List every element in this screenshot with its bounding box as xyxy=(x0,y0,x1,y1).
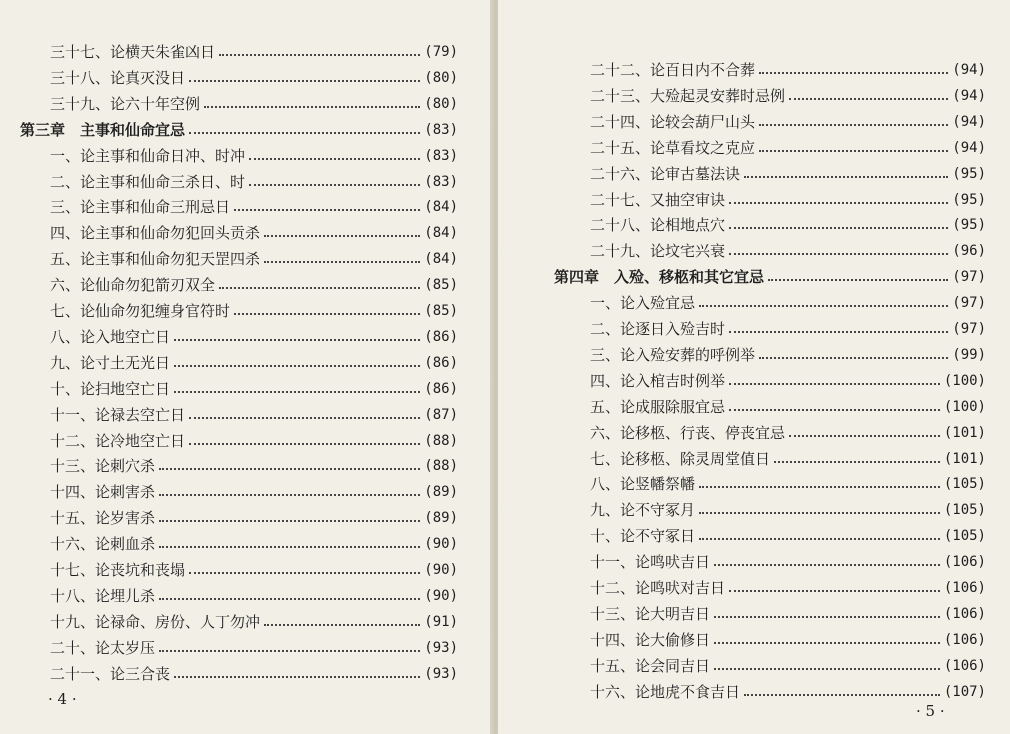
toc-entry-title: 十五、论会同吉日 xyxy=(590,656,711,675)
toc-entry-page: (95) xyxy=(952,217,986,234)
toc-entry-title: 四、论主事和仙命勿犯回头贡杀 xyxy=(50,224,261,243)
toc-entry xyxy=(590,498,986,522)
toc-entry-page: (88) xyxy=(424,432,458,449)
toc-entry-title: 三十八、论真灭没日 xyxy=(50,68,186,87)
toc-entry-title: 十三、论大明吉日 xyxy=(590,604,711,623)
toc-entry-title: 十八、论埋儿杀 xyxy=(50,586,156,605)
toc-entry-page: (105) xyxy=(943,502,986,519)
dot-leader xyxy=(789,98,948,100)
page-number: · 4 · xyxy=(48,690,77,708)
toc-entry-title: 十一、论禄去空亡日 xyxy=(50,405,186,424)
dot-leader xyxy=(159,650,420,652)
toc-entry-title: 二十四、论较会葫尸山头 xyxy=(590,112,756,131)
toc-entry xyxy=(590,213,986,237)
toc-entry xyxy=(50,144,458,168)
toc-entry-title: 三十九、论六十年空例 xyxy=(50,94,201,113)
right-page xyxy=(498,0,1010,734)
toc-entry-page: (94) xyxy=(952,139,986,156)
toc-entry xyxy=(50,429,458,453)
toc-entry xyxy=(50,299,458,323)
toc-entry xyxy=(590,239,986,263)
dot-leader xyxy=(174,391,420,393)
dot-leader xyxy=(174,339,420,341)
toc-entry xyxy=(50,40,458,64)
dot-leader xyxy=(189,132,420,134)
dot-leader xyxy=(219,54,420,56)
toc-entry-page: (79) xyxy=(424,44,458,60)
toc-entry-page: (100) xyxy=(943,398,986,415)
toc-entry-title: 十、论扫地空亡日 xyxy=(50,379,171,398)
dot-leader xyxy=(759,124,948,126)
dot-leader xyxy=(759,72,948,74)
toc-entry xyxy=(50,662,458,686)
toc-entry xyxy=(50,532,458,556)
toc-entry xyxy=(590,421,986,445)
dot-leader xyxy=(159,468,420,470)
toc-entry-title: 十九、论禄命、房份、人丁勿冲 xyxy=(50,612,261,631)
toc-entry-page: (100) xyxy=(943,372,986,389)
dot-leader xyxy=(159,546,420,548)
dot-leader xyxy=(264,235,420,237)
toc-entry-title: 十一、论鸣吠吉日 xyxy=(590,553,711,572)
dot-leader xyxy=(174,365,420,367)
toc-entry xyxy=(590,110,986,134)
toc-entry-page: (84) xyxy=(424,199,458,216)
toc-entry-page: (94) xyxy=(952,87,986,104)
toc-entry xyxy=(590,550,986,574)
toc-entry-page: (94) xyxy=(952,113,986,130)
toc-entry-title: 十六、论地虎不食吉日 xyxy=(590,682,741,701)
dot-leader xyxy=(729,331,948,333)
toc-entry-title: 六、论仙命勿犯箭刃双全 xyxy=(50,276,216,295)
toc-entry xyxy=(50,403,458,427)
toc-entry-page: (101) xyxy=(943,424,986,441)
dot-leader xyxy=(159,494,420,496)
toc-entry xyxy=(590,188,986,212)
toc-entry-title: 十四、论刺害杀 xyxy=(50,483,156,502)
toc-entry xyxy=(590,395,986,419)
toc-entry-page: (93) xyxy=(424,639,458,656)
toc-entry xyxy=(590,369,986,393)
dot-leader xyxy=(189,443,420,445)
dot-leader xyxy=(159,520,420,522)
toc-entry xyxy=(590,576,986,600)
dot-leader xyxy=(189,417,420,419)
toc-entry xyxy=(590,472,986,496)
toc-entry-title: 第四章 入殓、移柩和其它宜忌 xyxy=(554,268,765,287)
toc-entry-page: (106) xyxy=(943,554,986,571)
toc-entry-title: 二十六、论审古墓法诀 xyxy=(590,164,741,183)
toc-entry-title: 八、论入地空亡日 xyxy=(50,327,171,346)
toc-entry-page: (91) xyxy=(424,613,458,630)
toc-entry-page: (87) xyxy=(424,406,458,423)
toc-entry-title: 十、论不守冢日 xyxy=(590,527,696,546)
toc-entry xyxy=(590,84,986,108)
toc-entry-page: (80) xyxy=(424,69,458,86)
toc-entry-title: 十二、论鸣吠对吉日 xyxy=(590,579,726,597)
dot-leader xyxy=(699,486,940,488)
toc-entry-page: (97) xyxy=(952,321,986,337)
dot-leader xyxy=(249,184,420,186)
dot-leader xyxy=(774,461,940,463)
dot-leader xyxy=(729,202,948,204)
dot-leader xyxy=(699,305,948,307)
dot-leader xyxy=(729,253,948,255)
toc-entry-title: 三、论入殓安葬的呼例举 xyxy=(590,345,756,364)
toc-entry xyxy=(590,291,986,315)
toc-entry-title: 十七、论丧坑和丧塌 xyxy=(50,561,186,579)
toc-entry xyxy=(590,524,986,548)
toc-entry-page: (83) xyxy=(424,147,458,164)
toc-entry-page: (96) xyxy=(952,243,986,260)
dot-leader xyxy=(729,590,940,592)
toc-entry xyxy=(50,610,458,634)
dot-leader xyxy=(759,357,948,359)
toc-entry-title: 五、论主事和仙命勿犯天罡四杀 xyxy=(50,250,261,269)
toc-entry-title: 七、论仙命勿犯缠身官符时 xyxy=(50,302,231,320)
toc-entry-title: 一、论入殓宜忌 xyxy=(590,294,696,313)
toc-entry-page: (93) xyxy=(424,665,458,682)
left-page xyxy=(0,0,494,734)
dot-leader xyxy=(699,512,940,514)
toc-entry xyxy=(50,195,458,219)
toc-entry-page: (106) xyxy=(943,631,986,648)
toc-entry-page: (99) xyxy=(952,346,986,363)
toc-entry-page: (106) xyxy=(943,580,986,596)
toc-entry-page: (90) xyxy=(424,587,458,604)
toc-entry-title: 九、论不守冢月 xyxy=(590,501,696,520)
toc-entry xyxy=(50,454,458,478)
toc-entry xyxy=(50,221,458,245)
toc-entry xyxy=(50,273,458,297)
toc-entry-page: (80) xyxy=(424,95,458,112)
dot-leader xyxy=(729,409,940,411)
dot-leader xyxy=(729,227,948,229)
toc-entry xyxy=(50,636,458,660)
toc-entry-title: 一、论主事和仙命日冲、时冲 xyxy=(50,146,246,165)
dot-leader xyxy=(729,383,940,385)
page-number: · 5 · xyxy=(916,702,945,720)
toc-entry-title: 十二、论冷地空亡日 xyxy=(50,431,186,450)
toc-entry xyxy=(590,136,986,160)
toc-entry-title: 十六、论刺血杀 xyxy=(50,535,156,554)
toc-entry xyxy=(590,680,986,704)
toc-entry xyxy=(50,506,458,530)
toc-entry xyxy=(590,447,986,471)
toc-entry-page: (84) xyxy=(424,225,458,242)
toc-entry xyxy=(50,66,458,90)
dot-leader xyxy=(249,158,420,160)
dot-leader xyxy=(204,106,420,108)
toc-entry xyxy=(590,602,986,626)
toc-entry-page: (86) xyxy=(424,380,458,397)
dot-leader xyxy=(189,80,420,82)
toc-entry xyxy=(50,558,458,582)
toc-chapter-heading xyxy=(20,118,458,142)
toc-entry-title: 第三章 主事和仙命宜忌 xyxy=(20,120,186,139)
toc-entry-page: (106) xyxy=(943,605,986,622)
toc-entry-page: (105) xyxy=(943,476,986,493)
toc-entry xyxy=(50,351,458,375)
toc-entry xyxy=(590,317,986,341)
toc-entry-page: (83) xyxy=(424,121,458,138)
dot-leader xyxy=(789,435,940,437)
dot-leader xyxy=(219,287,420,289)
dot-leader xyxy=(159,598,420,600)
toc-entry-title: 四、论入棺吉时例举 xyxy=(590,371,726,390)
toc-entry-title: 二十一、论三合丧 xyxy=(50,664,171,683)
toc-entry xyxy=(50,325,458,349)
toc-entry xyxy=(50,170,458,194)
toc-entry-title: 五、论成服除服宜忌 xyxy=(590,397,726,416)
dot-leader xyxy=(744,176,948,178)
toc-entry-title: 二十二、论百日内不合葬 xyxy=(590,61,756,79)
toc-entry-page: (97) xyxy=(952,269,986,286)
toc-entry-page: (97) xyxy=(952,295,986,312)
toc-entry xyxy=(50,584,458,608)
toc-entry-page: (95) xyxy=(952,191,986,208)
dot-leader xyxy=(759,150,948,152)
toc-entry xyxy=(590,162,986,186)
toc-entry-page: (105) xyxy=(943,528,986,545)
toc-entry-page: (101) xyxy=(943,450,986,467)
toc-entry-title: 二十七、又抽空审诀 xyxy=(590,190,726,209)
toc-entry-title: 二十八、论相地点穴 xyxy=(590,216,726,235)
toc-entry-page: (90) xyxy=(424,562,458,578)
dot-leader xyxy=(714,564,940,566)
dot-leader xyxy=(264,261,420,263)
toc-entry-page: (89) xyxy=(424,484,458,501)
dot-leader xyxy=(744,694,940,696)
toc-entry-page: (95) xyxy=(952,165,986,182)
toc-entry xyxy=(50,92,458,116)
dot-leader xyxy=(189,572,420,574)
toc-entry-title: 六、论移柩、行丧、停丧宜忌 xyxy=(590,423,786,442)
toc-entry xyxy=(590,58,986,82)
toc-entry-page: (85) xyxy=(424,277,458,294)
toc-entry-title: 二十五、论草看坟之克应 xyxy=(590,138,756,157)
dot-leader xyxy=(699,538,940,540)
toc-entry-page: (106) xyxy=(943,657,986,674)
toc-entry-page: (89) xyxy=(424,510,458,527)
toc-entry-title: 八、论竖幡祭幡 xyxy=(590,475,696,494)
toc-entry xyxy=(590,654,986,678)
dot-leader xyxy=(768,279,948,281)
toc-entry-page: (90) xyxy=(424,536,458,553)
dot-leader xyxy=(234,313,420,315)
dot-leader xyxy=(714,668,940,670)
toc-entry-title: 三、论主事和仙命三刑忌日 xyxy=(50,198,231,217)
toc-entry xyxy=(50,377,458,401)
toc-entry xyxy=(590,343,986,367)
toc-entry-page: (88) xyxy=(424,458,458,475)
toc-entry-title: 十四、论大偷修日 xyxy=(590,630,711,649)
dot-leader xyxy=(264,624,420,626)
toc-entry-title: 七、论移柩、除灵周堂值日 xyxy=(590,449,771,468)
toc-entry-title: 二十、论太岁压 xyxy=(50,638,156,657)
toc-entry-title: 十三、论刺穴杀 xyxy=(50,457,156,476)
toc-entry-title: 二十三、大殓起灵安葬时忌例 xyxy=(590,86,786,105)
toc-entry-page: (94) xyxy=(952,62,986,78)
toc-entry-page: (107) xyxy=(943,683,986,700)
toc-entry-title: 二、论逐日入殓吉时 xyxy=(590,320,726,338)
toc-entry-title: 十五、论岁害杀 xyxy=(50,509,156,528)
toc-entry-title: 九、论寸土无光日 xyxy=(50,353,171,372)
toc-entry-title: 二、论主事和仙命三杀日、时 xyxy=(50,172,246,191)
dot-leader xyxy=(714,642,940,644)
toc-entry xyxy=(590,628,986,652)
dot-leader xyxy=(174,676,420,678)
dot-leader xyxy=(714,616,940,618)
toc-entry-page: (86) xyxy=(424,328,458,345)
toc-entry xyxy=(50,480,458,504)
dot-leader xyxy=(234,209,420,211)
toc-entry xyxy=(50,247,458,271)
toc-entry-page: (83) xyxy=(424,173,458,190)
toc-chapter-heading xyxy=(554,265,986,289)
toc-entry-page: (84) xyxy=(424,251,458,268)
toc-entry-page: (86) xyxy=(424,354,458,371)
toc-entry-page: (85) xyxy=(424,303,458,319)
toc-entry-title: 三十七、论横天朱雀凶日 xyxy=(50,43,216,61)
toc-entry-title: 二十九、论坟宅兴衰 xyxy=(590,242,726,261)
